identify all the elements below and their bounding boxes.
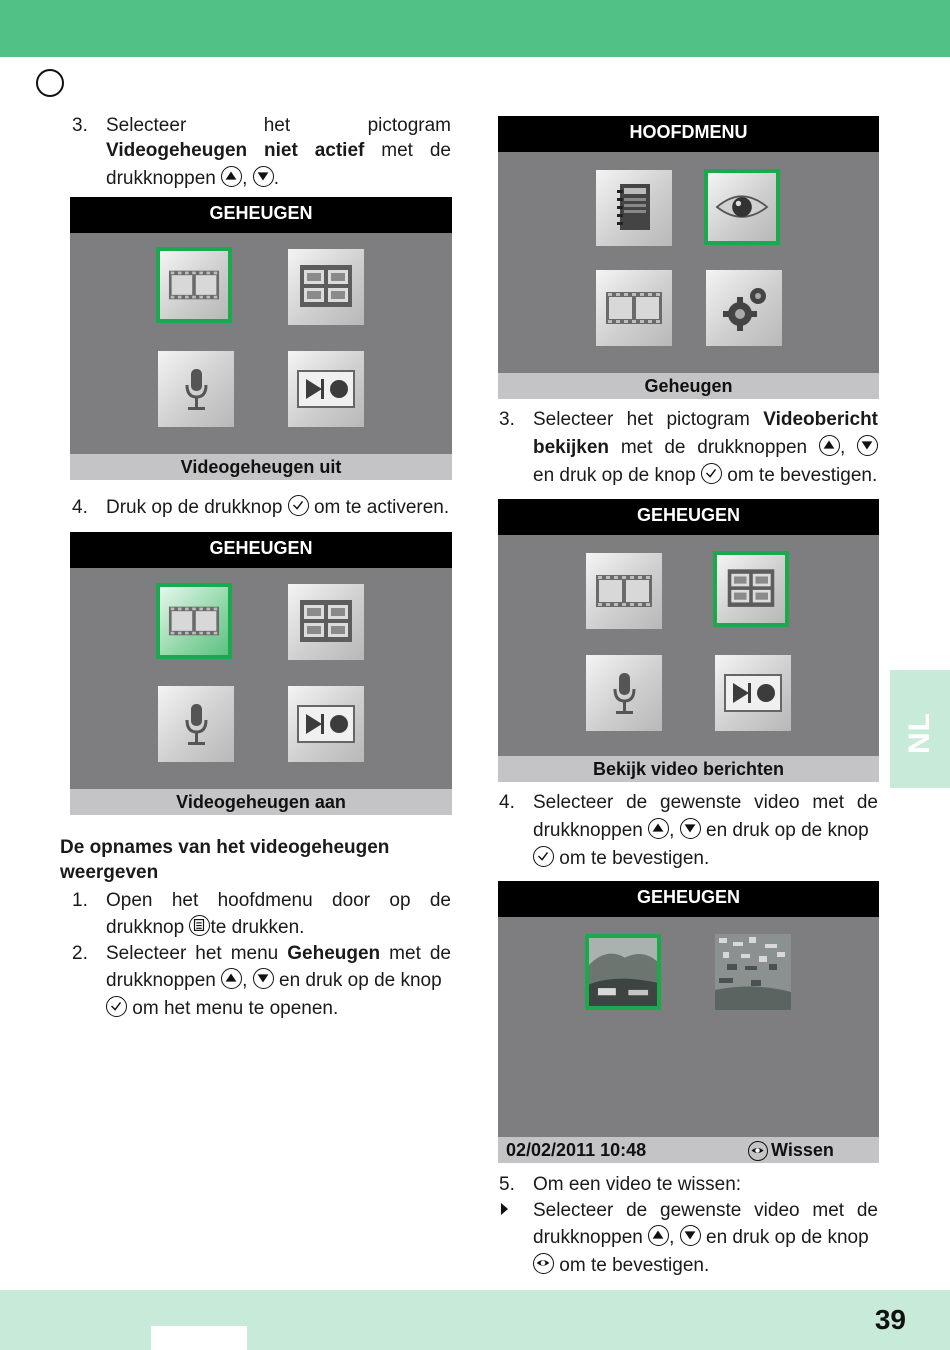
step-text-part: en druk op de knop xyxy=(706,820,869,841)
screen-geheugen-3 xyxy=(498,499,879,782)
section-title: weergeven xyxy=(60,862,159,883)
up-button-icon xyxy=(221,968,242,989)
step-text: Selecteer de gewenste video met de xyxy=(533,1200,878,1221)
step-text-part: met de xyxy=(389,943,451,964)
screen-header: GEHEUGEN xyxy=(70,532,452,568)
film-icon xyxy=(596,270,672,346)
step-text xyxy=(533,817,869,845)
top-color-bar xyxy=(0,0,950,57)
screen-header: HOOFDMENU xyxy=(498,116,879,152)
step-text-part: , xyxy=(669,1227,675,1248)
screen-geheugen-4 xyxy=(498,881,879,1163)
step-text-part: drukknop xyxy=(106,917,185,938)
step-number: 5. xyxy=(499,1174,515,1195)
up-button-icon xyxy=(819,435,840,456)
step-text xyxy=(106,165,279,193)
down-button-icon xyxy=(253,166,274,187)
play-record-icon xyxy=(288,686,364,762)
step-number: 3. xyxy=(72,115,88,136)
screen-footer: Bekijk video berichten xyxy=(498,756,879,782)
play-record-icon xyxy=(715,655,791,731)
step-text xyxy=(106,940,451,968)
screen-footer: Geheugen xyxy=(498,373,879,399)
step-number: 2. xyxy=(72,943,88,964)
step-text xyxy=(106,914,304,942)
film-icon xyxy=(586,553,662,629)
eye-icon xyxy=(704,169,780,245)
step-text-part: om te activeren. xyxy=(313,497,450,518)
step-text: Selecteer het pictogram xyxy=(106,115,451,136)
grid-icon xyxy=(288,584,364,660)
step-bold: bekijken xyxy=(533,437,610,458)
screen-header: GEHEUGEN xyxy=(498,881,879,917)
step-text-part: Selecteer het pictogram xyxy=(533,409,750,430)
step-text xyxy=(106,967,442,995)
step-text-part: om te bevestigen. xyxy=(559,1255,710,1276)
bottom-white-tab xyxy=(151,1326,247,1350)
step-text-part: , xyxy=(242,970,248,991)
language-tab-label: NL xyxy=(903,712,936,754)
confirm-button-icon xyxy=(288,495,309,516)
bottom-color-bar xyxy=(0,1290,950,1350)
section-title: De opnames van het videogeheugen xyxy=(60,837,390,858)
step-text-part: en druk op de knop xyxy=(706,1227,869,1248)
step-text-part: en druk op de knop xyxy=(279,970,442,991)
step-text-part: Druk op de drukknop xyxy=(106,497,283,518)
down-button-icon xyxy=(680,818,701,839)
step-text xyxy=(106,137,451,165)
down-button-icon xyxy=(680,1225,701,1246)
confirm-button-icon xyxy=(106,996,127,1017)
step-number: 3. xyxy=(499,409,515,430)
grid-icon xyxy=(713,551,789,627)
step-text xyxy=(533,462,877,490)
step-text xyxy=(533,1224,869,1252)
step-text-part: drukknoppen xyxy=(533,820,643,841)
step-text xyxy=(106,995,338,1023)
bullet-arrow-icon xyxy=(501,1203,508,1215)
step-text-part: , xyxy=(839,437,846,458)
step-text-part: om het menu te openen. xyxy=(132,998,339,1019)
down-button-icon xyxy=(857,435,878,456)
step-text-part: om te bevestigen. xyxy=(727,465,878,486)
step-text: Open het hoofdmenu door op de xyxy=(106,890,451,911)
step-text: Om een video te wissen: xyxy=(533,1174,742,1195)
eye-button-icon xyxy=(533,1253,554,1274)
step-text xyxy=(533,434,878,462)
screen-footer xyxy=(498,1137,879,1163)
step-text xyxy=(533,406,878,434)
step-number: 4. xyxy=(72,497,88,518)
language-tab xyxy=(890,670,950,788)
step-number: 4. xyxy=(499,792,515,813)
screen-geheugen-2 xyxy=(70,532,452,815)
step-text: Selecteer de gewenste video met de xyxy=(533,792,878,813)
screen-header: GEHEUGEN xyxy=(498,499,879,535)
film-icon xyxy=(156,583,232,659)
step-text-part: , xyxy=(669,820,675,841)
delete-label: Wissen xyxy=(771,1140,834,1160)
grid-icon xyxy=(288,249,364,325)
step-text-part: en druk op de knop xyxy=(533,465,696,486)
up-button-icon xyxy=(221,166,242,187)
film-icon xyxy=(156,247,232,323)
step-text-part: met de drukknoppen xyxy=(620,437,808,458)
recording-datetime: 02/02/2011 10:48 xyxy=(506,1140,647,1160)
play-record-icon xyxy=(288,351,364,427)
screen-header: GEHEUGEN xyxy=(70,197,452,233)
step-text-part: drukknoppen xyxy=(533,1227,643,1248)
step-text-part: drukknoppen xyxy=(106,970,216,991)
step-number: 1. xyxy=(72,890,88,911)
screen-geheugen-1 xyxy=(70,197,452,480)
step-bold: Geheugen xyxy=(287,943,381,964)
binding-ring-icon xyxy=(36,69,64,97)
step-text-part: om te bevestigen. xyxy=(559,848,710,869)
confirm-button-icon xyxy=(701,463,722,484)
video-thumbnail xyxy=(585,934,661,1010)
up-button-icon xyxy=(648,818,669,839)
screen-hoofdmenu xyxy=(498,116,879,399)
screen-footer: Videogeheugen aan xyxy=(70,789,452,815)
settings-gear-icon xyxy=(706,270,782,346)
step-text-part: te drukken. xyxy=(210,917,305,938)
step-text-part: Selecteer het menu xyxy=(106,943,279,964)
step-text-part: . xyxy=(273,168,279,189)
menu-button-icon xyxy=(189,915,210,936)
eye-button-icon xyxy=(748,1141,768,1161)
step-text-part: drukknoppen xyxy=(106,168,216,189)
down-button-icon xyxy=(253,968,274,989)
step-text xyxy=(533,845,709,873)
step-text xyxy=(106,494,449,522)
microphone-icon xyxy=(158,351,234,427)
microphone-icon xyxy=(158,686,234,762)
step-bold: Videogeheugen niet actief xyxy=(106,140,365,161)
microphone-icon xyxy=(586,655,662,731)
step-bold: Videobericht xyxy=(763,409,878,430)
up-button-icon xyxy=(648,1225,669,1246)
step-text-rest: met de xyxy=(381,140,451,161)
video-thumbnail xyxy=(715,934,791,1010)
confirm-button-icon xyxy=(533,846,554,867)
page-number: 39 xyxy=(874,1304,906,1335)
screen-footer: Videogeheugen uit xyxy=(70,454,452,480)
step-text xyxy=(533,1252,709,1280)
step-text-part: , xyxy=(242,168,248,189)
phonebook-icon xyxy=(596,170,672,246)
